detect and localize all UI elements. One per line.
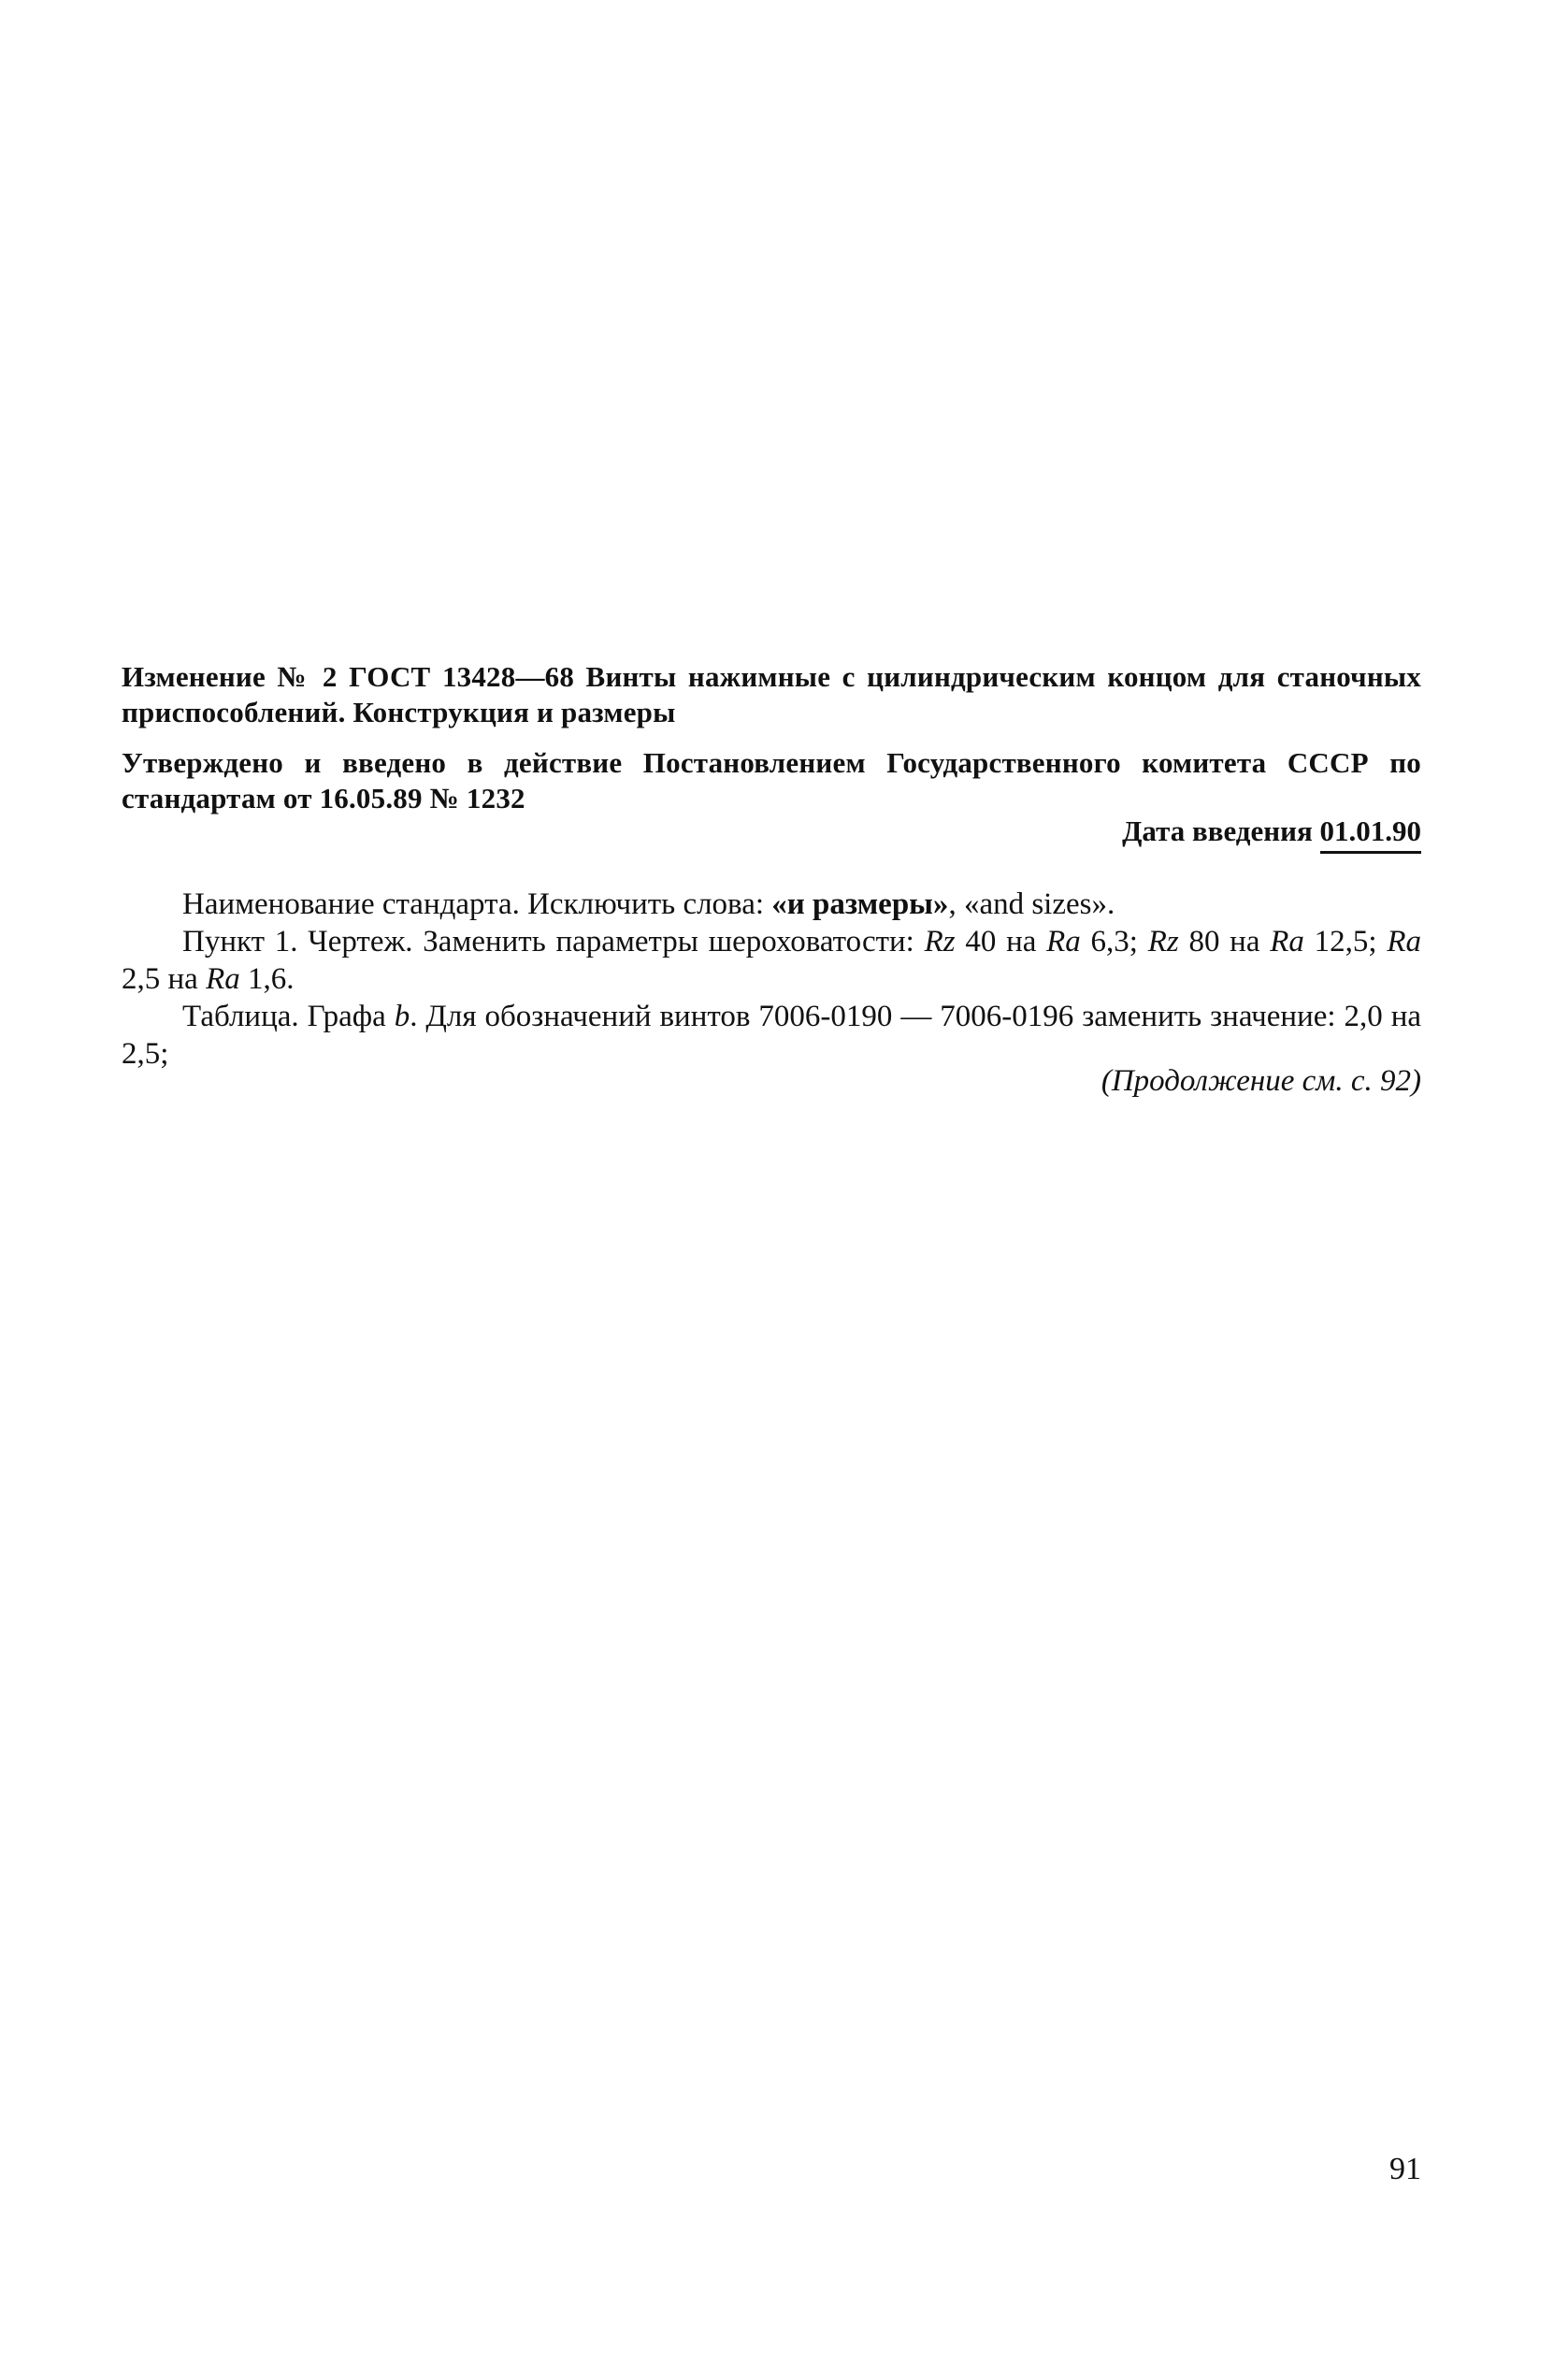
p2-rz2: Rz	[1147, 925, 1179, 959]
p1-text: Наименование стандарта. Исключить слова:	[182, 887, 772, 921]
p2-a: Пункт 1. Чертеж. Заменить параметры шероховатости:	[182, 925, 925, 959]
p2-e: 12,5;	[1303, 925, 1388, 959]
continuation-note: (Продолжение см. с. 92)	[1100, 1064, 1421, 1098]
paragraph-table	[122, 998, 1421, 1073]
paragraph-clause-1	[122, 923, 1421, 998]
p2-g: 1,6.	[239, 962, 295, 996]
p2-ra3: Ra	[1387, 925, 1421, 959]
page-number: 91	[1389, 2152, 1421, 2186]
approval-statement: Утверждено и введено в действие Постановлением Государственного комитета СССР по стандартам от 16.05.89 № 1232	[122, 746, 1421, 814]
p2-rz1: Rz	[924, 925, 956, 959]
p2-ra2: Ra	[1270, 925, 1304, 959]
p2-c: 6,3;	[1080, 925, 1148, 959]
p1-tail: , «and sizes».	[948, 887, 1115, 921]
effective-date-line	[1122, 814, 1421, 854]
p3-c: . Для обозначений винтов 7006-0190 — 7006-0196 заменить значение: 2,0 на 2,5;	[122, 1000, 1421, 1071]
amendment-title: Изменение № 2 ГОСТ 13428—68 Винты нажимные с цилиндрическим концом для станочных приспособлений. Конструкция и размеры	[122, 660, 1421, 728]
p2-f: 2,5 на	[122, 962, 207, 996]
p3-b-italic: b	[394, 1000, 410, 1033]
p2-ra4: Ra	[206, 962, 240, 996]
effective-date-label: Дата введения	[1122, 814, 1313, 847]
paragraph-standard-name	[122, 886, 1421, 923]
p1-bold: «и размеры»	[771, 887, 949, 921]
effective-date-value: 01.01.90	[1320, 814, 1422, 854]
p2-ra1: Ra	[1046, 925, 1081, 959]
amendment-body	[122, 886, 1421, 1073]
p2-b: 40 на	[955, 925, 1047, 959]
p2-d: 80 на	[1178, 925, 1271, 959]
p3-a: Таблица. Графа	[182, 1000, 395, 1033]
